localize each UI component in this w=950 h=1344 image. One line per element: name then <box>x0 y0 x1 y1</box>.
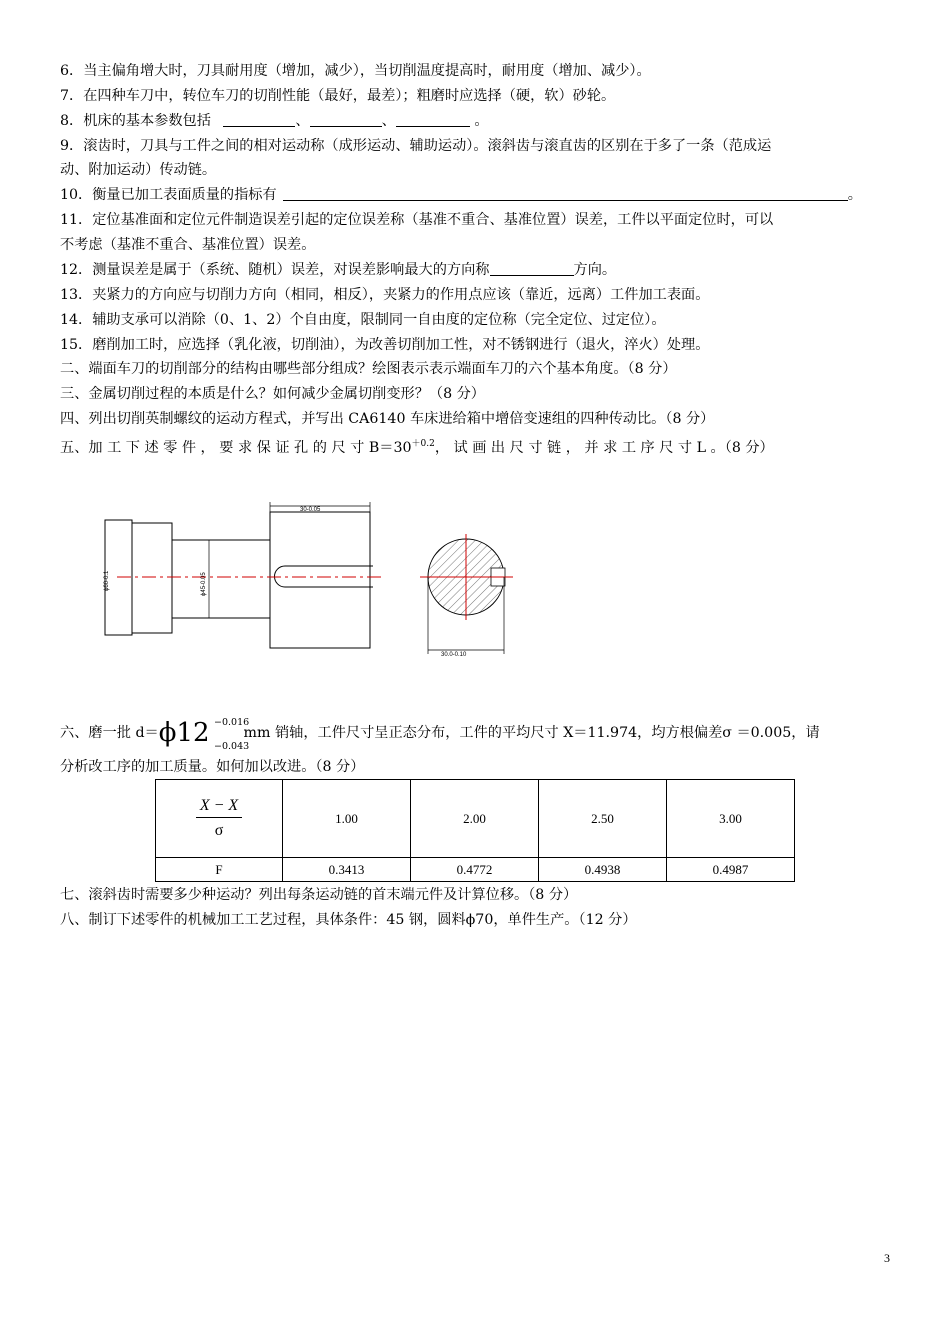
question-12 <box>60 260 616 280</box>
question-13: 13．夹紧力的方向应与切削力方向（相同，相反），夹紧力的作用点应该（靠近，远离）工件加工表面。 <box>60 287 710 303</box>
section-4: 四、列出切削英制螺纹的运动方程式，并写出 CA6140 车床进给箱中增倍变速组的四种传动比。（8 分） <box>60 411 715 427</box>
section-6 <box>60 719 820 747</box>
section-6-text-b: mm 销轴，工件尺寸呈正态分布，工件的平均尺寸 X＝11.974，均方根偏差σ ＝0.005，请 <box>243 725 820 741</box>
section-5 <box>60 434 774 458</box>
z-score-fraction <box>196 797 242 840</box>
answer-blank <box>223 112 295 127</box>
table-cell: 2.50 <box>539 780 667 858</box>
tolerance-superscript: ＋0.2 <box>411 439 435 449</box>
separator: 、 <box>295 113 310 129</box>
page-number: 3 <box>884 1251 890 1265</box>
normal-distribution-table <box>155 779 795 882</box>
question-8 <box>60 111 489 131</box>
table-header-cell <box>156 780 283 858</box>
section-2: 二、端面车刀的切削部分的结构由哪些部分组成？绘图表示表示端面车刀的六个基本角度。（8 分） <box>60 361 677 377</box>
question-12-end: 方向。 <box>573 262 617 278</box>
answer-blank <box>490 261 574 276</box>
table-cell: 0.4938 <box>539 858 667 882</box>
dim-label-left: ϕ60-0.1 <box>104 570 110 591</box>
section-5-text-b: ， 试 画 出 尺 寸 链 ， 并 求 工 序 尺 寸 L 。（8 分） <box>434 440 774 456</box>
question-10-end: 。 <box>847 187 862 203</box>
table-row <box>156 858 795 882</box>
section-7: 七、滚斜齿时需要多少种运动？列出每条运动链的首末端元件及计算位移。（8 分） <box>60 887 578 903</box>
tolerance-upper: −0.016 <box>214 717 250 728</box>
question-15: 15．磨削加工时，应选择（乳化液，切削油），为改善切削加工性，对不锈钢进行（退火，淬火）处理。 <box>60 337 710 353</box>
part-drawing <box>95 496 525 666</box>
question-10 <box>60 185 862 205</box>
question-6: 6．当主偏角增大时，刀具耐用度（增加，减少），当切削温度提高时，耐用度（增加、减少）。 <box>60 63 651 79</box>
question-8-text: 8．机床的基本参数包括 <box>60 113 211 129</box>
question-7: 7．在四种车刀中，转位车刀的切削性能（最好，最差）；粗磨时应选择（硬，软）砂轮。 <box>60 88 616 104</box>
question-11-line-1: 11．定位基准面和定位元件制造误差引起的定位误差称（基准不重合、基准位置）误差，工件以平面定位时，可以 <box>60 212 774 228</box>
table-row <box>156 780 795 858</box>
dim-label-mid: ϕ45-0.05 <box>201 572 207 596</box>
section-5-text-a: 五、加 工 下 述 零 件 ， 要 求 保 证 孔 的 尺 寸 B＝30 <box>60 440 412 456</box>
answer-blank <box>283 186 848 201</box>
diameter-symbol: ϕ12 <box>158 718 210 748</box>
table-cell: 1.00 <box>283 780 411 858</box>
table-cell: 3.00 <box>667 780 795 858</box>
tolerance-lower: −0.043 <box>214 741 250 752</box>
section-view <box>420 534 513 658</box>
table-cell: 2.00 <box>411 780 539 858</box>
question-8-end: 。 <box>474 113 489 129</box>
question-10-text: 10．衡量已加工表面质量的指标有 <box>60 187 277 203</box>
dim-label-right: 30.0-0.10 <box>441 652 467 658</box>
section-6-text-a: 六、磨一批 d＝ <box>60 725 159 741</box>
fraction-denominator: σ <box>214 822 224 839</box>
question-9-line-1: 9．滚齿时，刀具与工件之间的相对运动称（成形运动、辅助运动）。滚斜齿与滚直齿的区别在于多了一条（范成运 <box>60 138 772 154</box>
section-6-line-2: 分析改工序的加工质量。如何加以改进。（8 分） <box>60 759 365 775</box>
flange-step <box>132 523 172 633</box>
table-row-label: F <box>156 858 283 882</box>
dim-label-top: 30-0.05 <box>300 507 321 513</box>
answer-blank <box>396 112 470 127</box>
separator: 、 <box>381 113 396 129</box>
section-3: 三、金属切削过程的本质是什么？如何减少金属切削变形？（8 分） <box>60 386 485 402</box>
shaft-end <box>270 512 370 648</box>
answer-blank <box>310 112 382 127</box>
question-11-line-2: 不考虑（基准不重合、基准位置）误差。 <box>60 237 316 253</box>
question-14: 14．辅助支承可以消除（0、1、2）个自由度，限制同一自由度的定位称（完全定位、过定位）。 <box>60 312 666 328</box>
question-12-text: 12．测量误差是属于（系统、随机）误差，对误差影响最大的方向称 <box>60 262 490 278</box>
section-8: 八、制订下述零件的机械加工工艺过程，具体条件：45 钢，圆料ϕ70，单件生产。（12 分） <box>60 912 637 928</box>
table-cell: 0.4772 <box>411 858 539 882</box>
fraction-numerator: X − X <box>196 797 242 818</box>
table-cell: 0.4987 <box>667 858 795 882</box>
question-9-line-2: 动、附加运动）传动链。 <box>60 162 217 178</box>
table-cell: 0.3413 <box>283 858 411 882</box>
